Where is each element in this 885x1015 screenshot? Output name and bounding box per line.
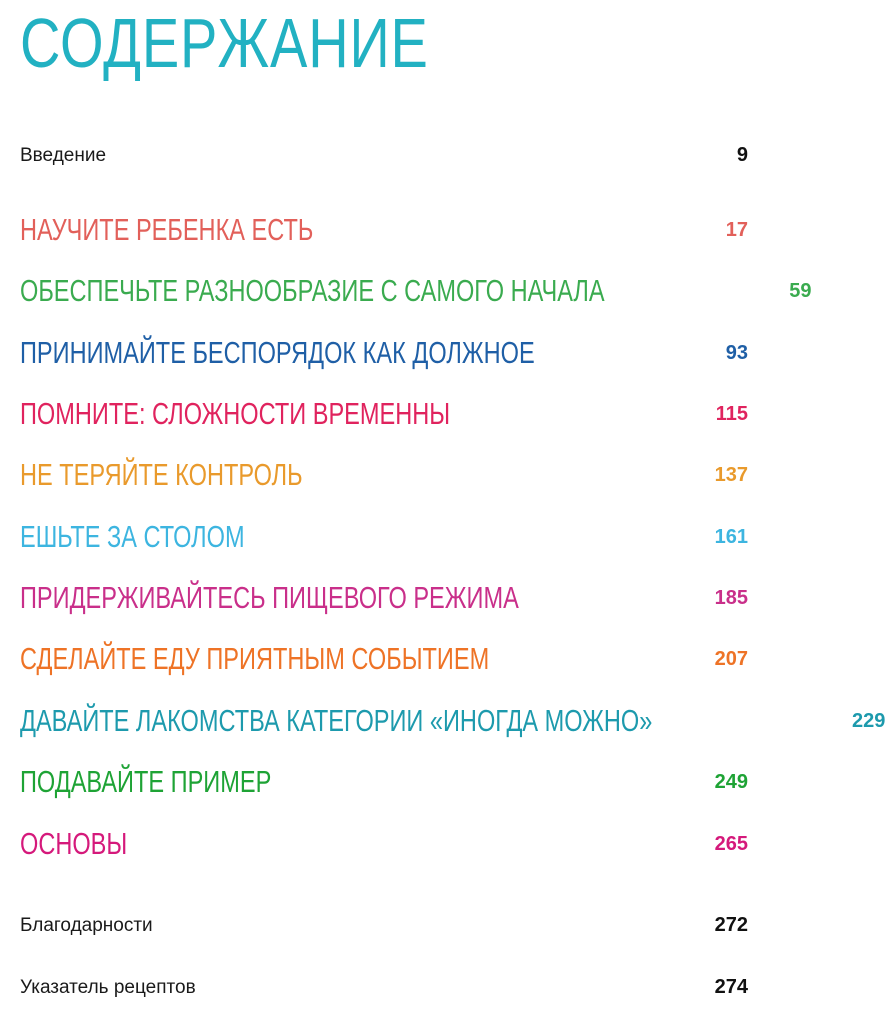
- toc-chapter-4[interactable]: [20, 396, 748, 432]
- chapter-page: 17: [725, 218, 748, 241]
- toc-chapter-8[interactable]: [20, 641, 748, 677]
- toc-chapter-2[interactable]: [20, 273, 812, 309]
- toc-entry-page: 272: [714, 914, 748, 936]
- toc-entry-page: 274: [714, 976, 748, 998]
- toc-chapter-3[interactable]: [20, 335, 748, 371]
- toc-chapter-7[interactable]: [20, 580, 748, 616]
- toc-chapter-11[interactable]: [20, 826, 748, 862]
- chapter-title: ОСНОВЫ: [20, 826, 128, 861]
- toc-chapter-5[interactable]: [20, 457, 748, 493]
- chapter-title: СДЕЛАЙТЕ ЕДУ ПРИЯТНЫМ СОБЫТИЕМ: [20, 641, 490, 676]
- chapter-page: 115: [715, 402, 748, 425]
- toc-entry-label: Указатель рецептов: [20, 976, 196, 998]
- chapter-page: 265: [714, 832, 748, 855]
- chapter-page: 185: [714, 586, 748, 609]
- toc-entry-label: Введение: [20, 144, 107, 166]
- chapter-page: 207: [714, 647, 748, 670]
- toc-chapter-1[interactable]: [20, 212, 748, 248]
- chapter-title: ПОДАВАЙТЕ ПРИМЕР: [20, 764, 272, 799]
- toc-entry-introduction[interactable]: [20, 144, 748, 167]
- toc-chapter-10[interactable]: [20, 764, 748, 800]
- chapter-title: ПРИДЕРЖИВАЙТЕСЬ ПИЩЕВОГО РЕЖИМА: [20, 580, 519, 615]
- toc-entry-acknowledgements[interactable]: [20, 914, 748, 937]
- toc-entry-page: 9: [736, 144, 748, 166]
- chapter-title: ЕШЬТЕ ЗА СТОЛОМ: [20, 519, 245, 554]
- chapter-title: НАУЧИТЕ РЕБЕНКА ЕСТЬ: [20, 212, 314, 247]
- chapter-page: 137: [714, 463, 748, 486]
- chapter-title: ПРИНИМАЙТЕ БЕСПОРЯДОК КАК ДОЛЖНОЕ: [20, 335, 535, 370]
- chapter-title: ДАВАЙТЕ ЛАКОМСТВА КАТЕГОРИИ «ИНОГДА МОЖНО»: [20, 703, 653, 738]
- toc-entry-label: Благодарности: [20, 914, 153, 936]
- toc-chapter-6[interactable]: [20, 519, 748, 555]
- page-title: СОДЕРЖАНИЕ: [20, 4, 429, 82]
- chapter-page: 229: [851, 709, 885, 732]
- chapter-page: 59: [789, 279, 812, 302]
- chapter-title: ОБЕСПЕЧЬТЕ РАЗНООБРАЗИЕ С САМОГО НАЧАЛА: [20, 273, 605, 308]
- chapter-page: 249: [714, 770, 748, 793]
- chapter-page: 93: [725, 341, 748, 364]
- toc-entry-recipe-index[interactable]: [20, 976, 748, 999]
- chapter-title: ПОМНИТЕ: СЛОЖНОСТИ ВРЕМЕННЫ: [20, 396, 451, 431]
- chapter-page: 161: [714, 525, 748, 548]
- toc-chapter-9[interactable]: [20, 703, 885, 739]
- chapter-title: НЕ ТЕРЯЙТЕ КОНТРОЛЬ: [20, 457, 303, 492]
